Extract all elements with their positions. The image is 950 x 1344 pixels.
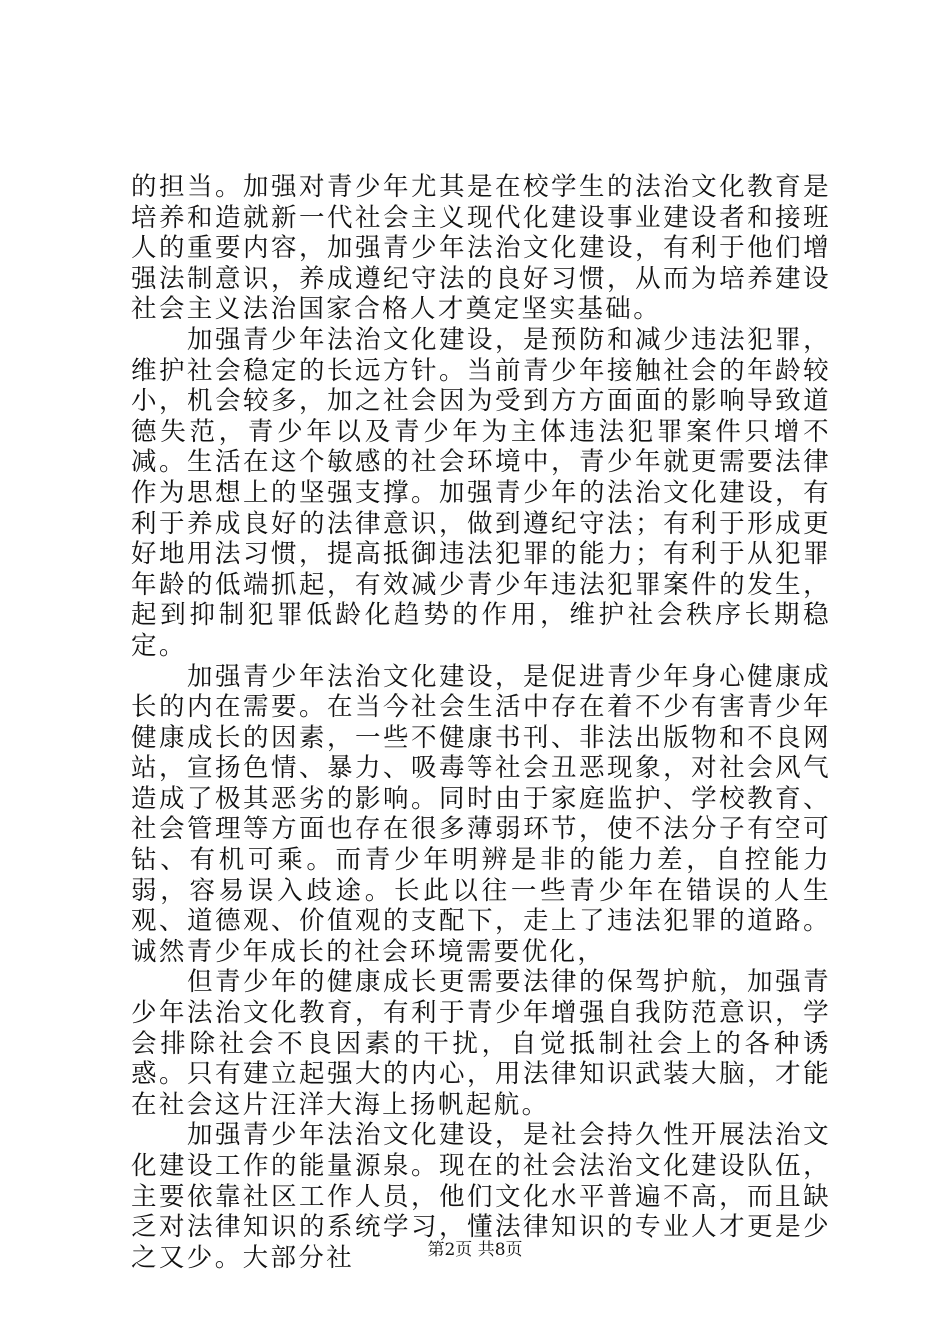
page-number-footer: 第2页 共8页 (427, 1240, 523, 1260)
paragraph-continuation: 的担当。加强对青少年尤其是在校学生的法治文化教育是培养和造就新一代社会主义现代化建设事业建设者和接班人的重要内容，加强青少年法治文化建设，有利于他们增强法制意识，养成遵纪守法的良好习惯，从而为培养建设社会主义法治国家合格人才奠定坚实基础。 (131, 172, 831, 325)
paragraph-protection: 但青少年的健康成长更需要法律的保驾护航，加强青少年法治文化教育，有利于青少年增强自我防范意识，学会排除社会不良因素的干扰，自觉抵制社会上的各种诱惑。只有建立起强大的内心，用法律知识武装大脑，才能在社会这片汪洋大海上扬帆起航。 (131, 967, 831, 1120)
paragraph-health: 加强青少年法治文化建设，是促进青少年身心健康成长的内在需要。在当今社会生活中存在着不少有害青少年健康成长的因素，一些不健康书刊、非法出版物和不良网站，宣扬色情、暴力、吸毒等社会丑恶现象，对社会风气造成了极其恶劣的影响。同时由于家庭监护、学校教育、社会管理等方面也存在很多薄弱环节，使不法分子有空可钻、有机可乘。而青少年明辨是非的能力差，自控能力弱，容易误入歧途。长此以往一些青少年在错误的人生观、道德观、价值观的支配下，走上了违法犯罪的道路。诚然青少年成长的社会环境需要优化， (131, 661, 831, 967)
document-body (131, 172, 831, 1273)
paragraph-prevention: 加强青少年法治文化建设，是预防和减少违法犯罪，维护社会稳定的长远方针。当前青少年接触社会的年龄较小，机会较多，加之社会因为受到方方面面的影响导致道德失范，青少年以及青少年为主体违法犯罪案件只增不减。生活在这个敏感的社会环境中，青少年就更需要法律作为思想上的坚强支撑。加强青少年的法治文化建设，有利于养成良好的法律意识，做到遵纪守法；有利于形成更好地用法习惯，提高抵御违法犯罪的能力；有利于从犯罪年龄的低端抓起，有效减少青少年违法犯罪案件的发生，起到抑制犯罪低龄化趋势的作用，维护社会秩序长期稳定。 (131, 324, 831, 661)
paragraph-energy-source: 加强青少年法治文化建设，是社会持久性开展法治文化建设工作的能量源泉。现在的社会法治文化建设队伍，主要依靠社区工作人员，他们文化水平普遍不高，而且缺乏对法律知识的系统学习，懂法律知识的专业人才更是少之又少。大部分社 (131, 1120, 831, 1273)
